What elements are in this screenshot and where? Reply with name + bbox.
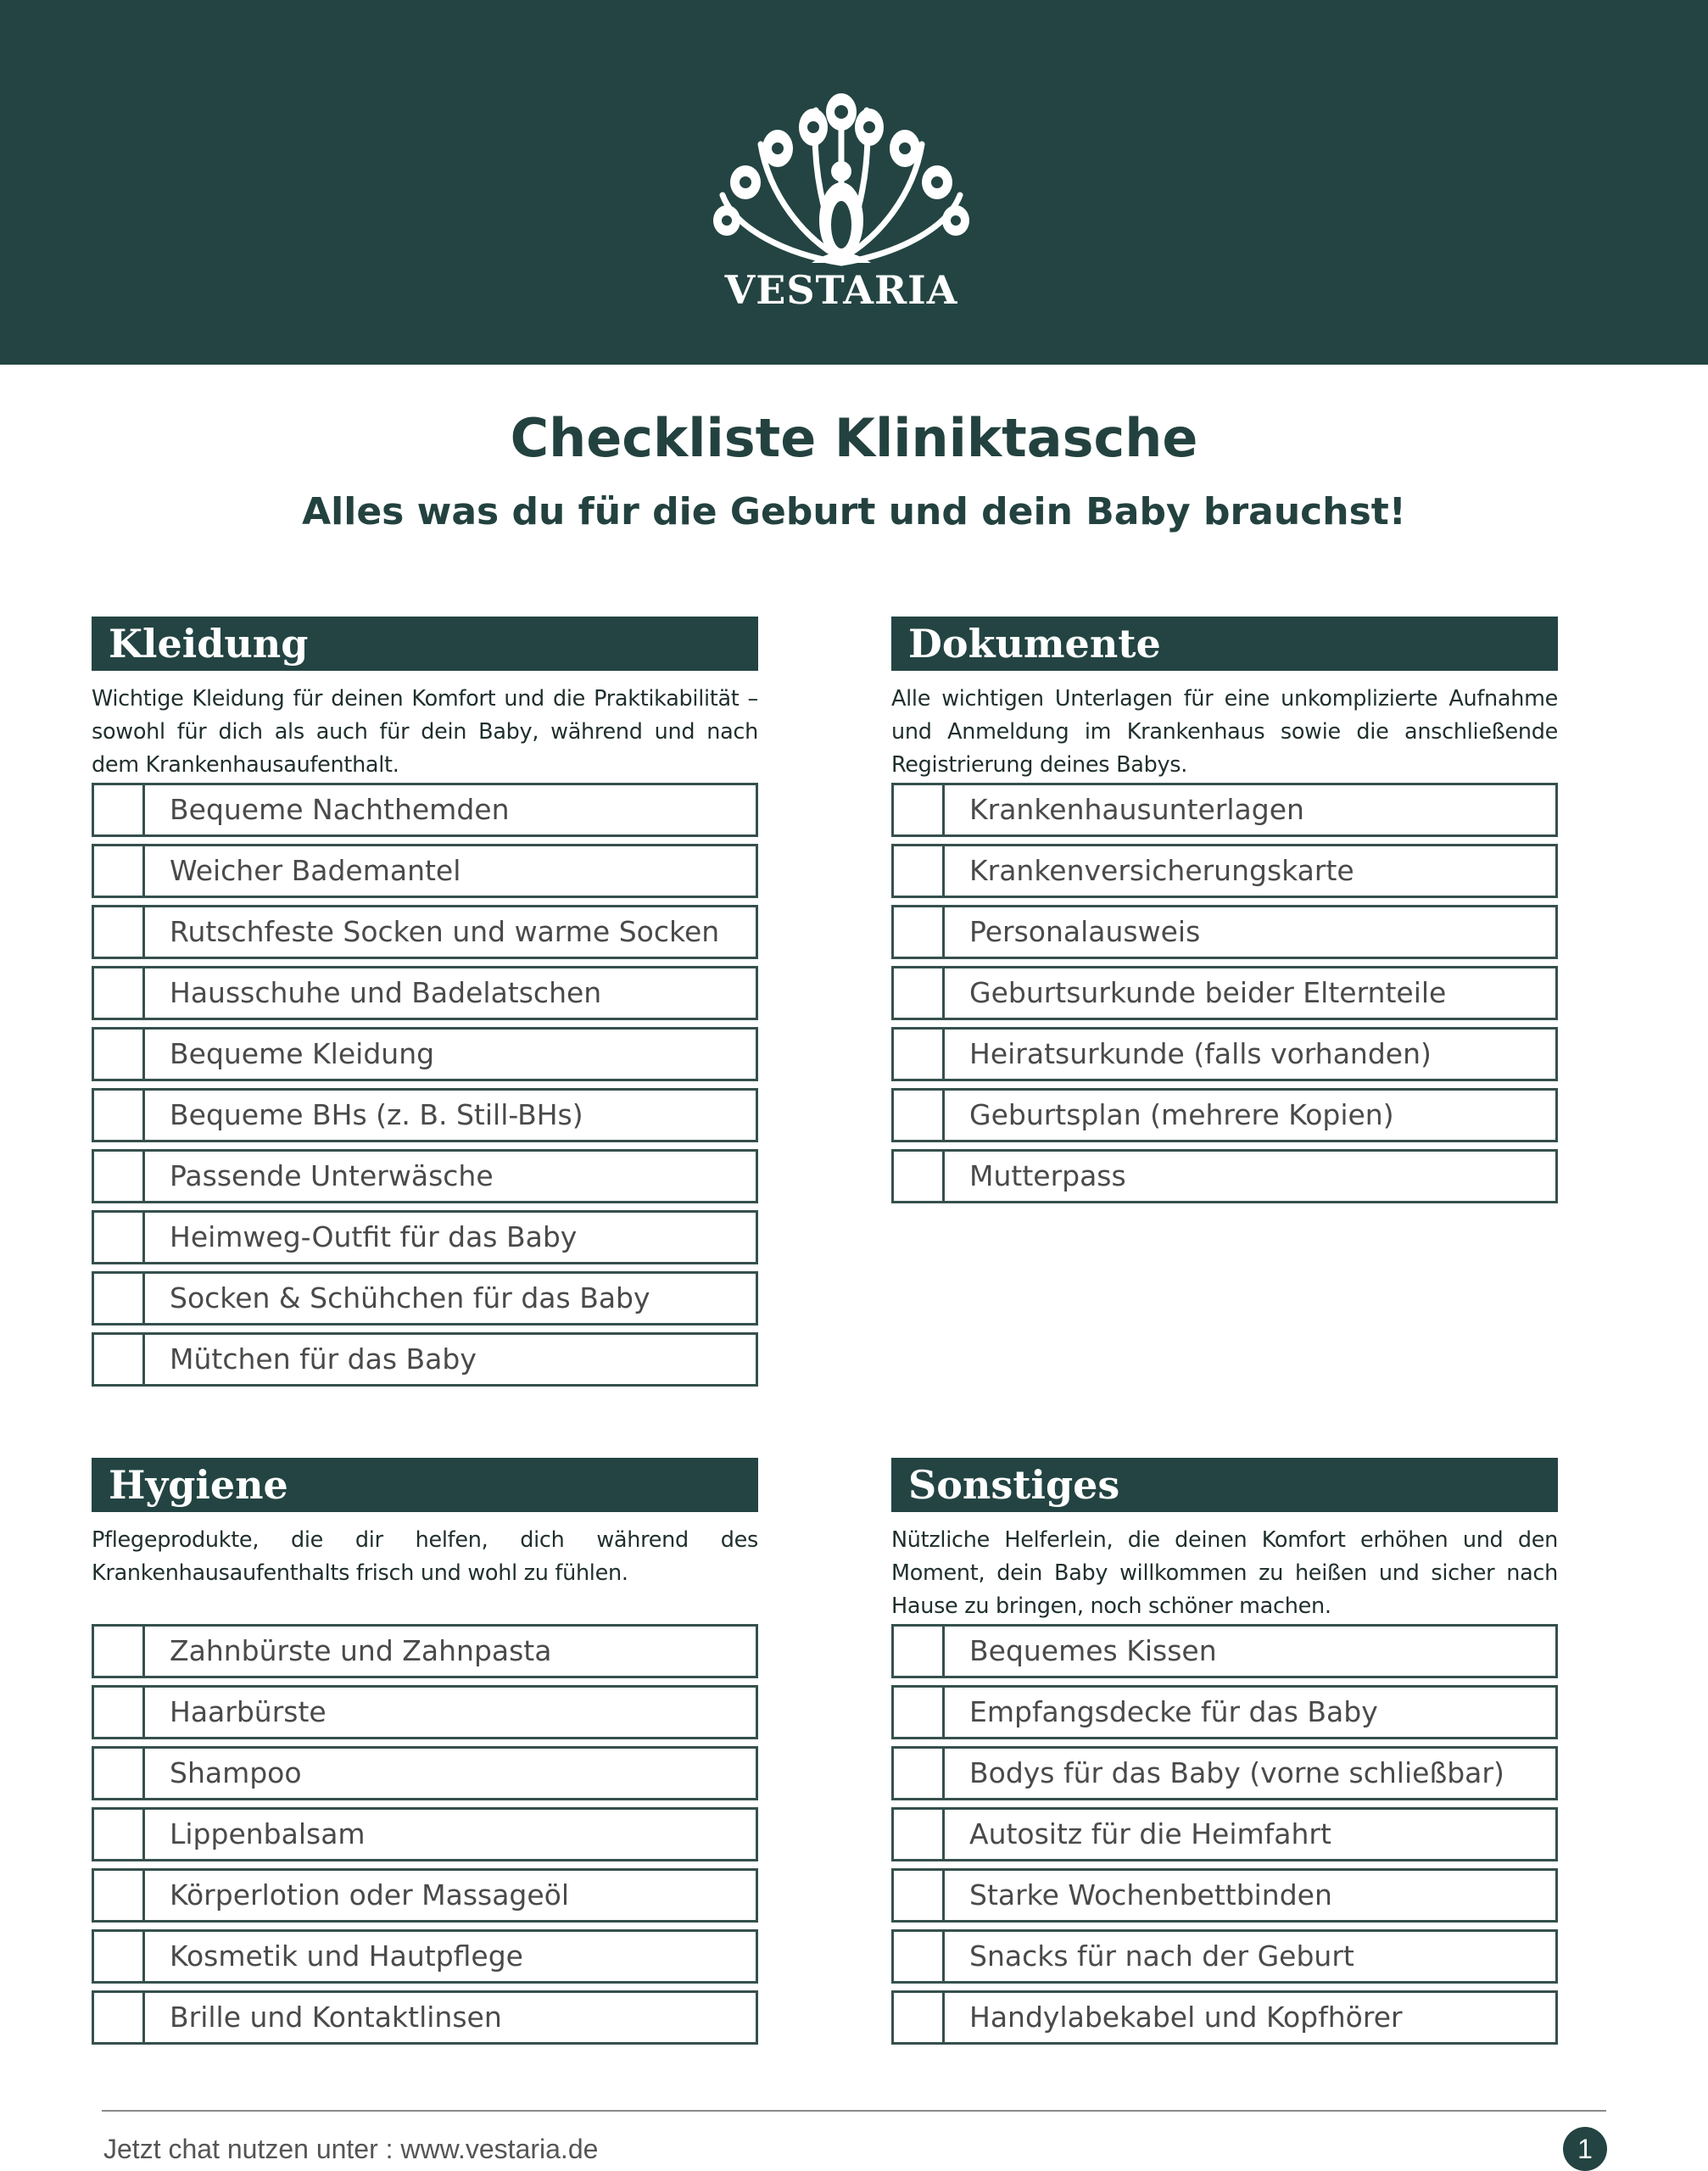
checklist-item <box>92 783 758 837</box>
item-label: Geburtsurkunde beider Elternteile <box>969 976 1447 1009</box>
checkbox[interactable] <box>894 1871 945 1920</box>
brand-logo <box>710 93 973 314</box>
checkbox[interactable] <box>894 1030 945 1079</box>
checklist <box>92 1624 758 2045</box>
checkbox[interactable] <box>94 785 145 834</box>
item-label: Bodys für das Baby (vorne schließbar) <box>969 1756 1504 1789</box>
checkbox[interactable] <box>94 1993 145 2042</box>
item-label: Autositz für die Heimfahrt <box>969 1817 1331 1850</box>
checklist-item <box>92 1746 758 1800</box>
section-hygiene <box>92 1458 758 2051</box>
item-label: Krankenversicherungskarte <box>969 854 1354 887</box>
checklist-item <box>891 905 1558 959</box>
checklist-item <box>891 1088 1558 1142</box>
checkbox[interactable] <box>894 1932 945 1981</box>
checklist-item <box>891 1990 1558 2045</box>
checkbox[interactable] <box>894 1749 945 1798</box>
checkbox[interactable] <box>94 907 145 957</box>
checklist-item <box>92 966 758 1020</box>
checklist-item <box>891 1746 1558 1800</box>
checkbox[interactable] <box>94 1335 145 1384</box>
item-label: Mütchen für das Baby <box>170 1342 477 1376</box>
checkbox[interactable] <box>894 785 945 834</box>
checklist-item <box>891 844 1558 898</box>
item-label: Rutschfeste Socken und warme Socken <box>170 915 720 948</box>
checkbox[interactable] <box>94 1810 145 1859</box>
item-label: Starke Wochenbettbinden <box>969 1878 1332 1911</box>
item-label: Brille und Kontaktlinsen <box>170 2001 502 2034</box>
peacock-icon <box>710 93 973 271</box>
checkbox[interactable] <box>94 1091 145 1140</box>
item-label: Hausschuhe und Badelatschen <box>170 976 602 1009</box>
checkbox[interactable] <box>94 1274 145 1323</box>
item-label: Socken & Schühchen für das Baby <box>170 1281 650 1314</box>
item-label: Bequemes Kissen <box>969 1634 1217 1667</box>
item-label: Körperlotion oder Massageöl <box>170 1878 570 1911</box>
section-description: Wichtige Kleidung für deinen Komfort und die Praktikabilität – sowohl für dich als auch für dein Baby, während und nach dem Krankenhausaufenthalt. <box>92 686 758 778</box>
checkbox[interactable] <box>894 1152 945 1201</box>
checklist-item <box>92 1210 758 1264</box>
checkbox[interactable] <box>894 1627 945 1676</box>
item-label: Zahnbürste und Zahnpasta <box>170 1634 552 1667</box>
checklist-item <box>891 1149 1558 1203</box>
item-label: Passende Unterwäsche <box>170 1159 494 1192</box>
checkbox[interactable] <box>894 1091 945 1140</box>
checklist-item <box>891 1929 1558 1984</box>
section-dokumente <box>891 617 1558 1210</box>
checkbox[interactable] <box>94 1688 145 1737</box>
checkbox[interactable] <box>894 907 945 957</box>
page-title: Checkliste Kliniktasche <box>510 407 1198 469</box>
checkbox[interactable] <box>894 1688 945 1737</box>
page-subtitle: Alles was du für die Geburt und dein Baby brauchst! <box>302 490 1406 533</box>
section-heading: Kleidung <box>92 617 758 671</box>
item-label: Bequeme Kleidung <box>170 1037 435 1070</box>
checklist <box>92 783 758 1387</box>
checkbox[interactable] <box>894 968 945 1018</box>
item-label: Bequeme Nachthemden <box>170 793 510 826</box>
checklist-item <box>891 1624 1558 1678</box>
item-label: Haarbürste <box>170 1695 327 1728</box>
checkbox[interactable] <box>94 846 145 896</box>
checkbox[interactable] <box>894 1810 945 1859</box>
checkbox[interactable] <box>94 1871 145 1920</box>
item-label: Weicher Bademantel <box>170 854 461 887</box>
checkbox[interactable] <box>94 1030 145 1079</box>
checkbox[interactable] <box>894 1993 945 2042</box>
item-label: Snacks für nach der Geburt <box>969 1939 1354 1973</box>
checklist-item <box>92 1332 758 1387</box>
item-label: Heiratsurkunde (falls vorhanden) <box>969 1037 1432 1070</box>
checklist-item <box>92 1685 758 1739</box>
section-description: Alle wichtigen Unterlagen für eine unkomplizierte Aufnahme und Anmeldung im Krankenhaus sowie die anschließende Registrierung deines Babys. <box>891 686 1558 778</box>
footer-link-text[interactable]: Jetzt chat nutzen unter : www.vestaria.de <box>103 2134 599 2164</box>
checklist-item <box>92 905 758 959</box>
checklist-item <box>92 844 758 898</box>
checklist-item <box>92 1027 758 1081</box>
checklist-item <box>891 1027 1558 1081</box>
item-label: Mutterpass <box>969 1159 1126 1192</box>
section-sonstiges <box>891 1458 1558 2051</box>
checkbox[interactable] <box>894 846 945 896</box>
section-heading: Dokumente <box>891 617 1558 671</box>
checklist-item <box>891 1807 1558 1861</box>
checkbox[interactable] <box>94 1749 145 1798</box>
checklist-item <box>92 1088 758 1142</box>
page-number-badge: 1 <box>1563 2127 1607 2171</box>
item-label: Bequeme BHs (z. B. Still-BHs) <box>170 1098 583 1131</box>
checklist-item <box>891 1685 1558 1739</box>
item-label: Shampoo <box>170 1756 302 1789</box>
footer-divider <box>102 2110 1606 2112</box>
checklist <box>891 783 1558 1203</box>
checklist-item <box>92 1149 758 1203</box>
checklist-item <box>891 783 1558 837</box>
checklist-item <box>92 1929 758 1984</box>
header-banner <box>0 0 1708 365</box>
checklist-item <box>92 1868 758 1923</box>
item-label: Heimweg-Outfit für das Baby <box>170 1220 578 1253</box>
item-label: Krankenhausunterlagen <box>969 793 1304 826</box>
item-label: Personalausweis <box>969 915 1201 948</box>
section-heading: Hygiene <box>92 1458 758 1512</box>
brand-name: VESTARIA <box>724 267 958 313</box>
section-kleidung <box>92 617 758 1393</box>
checklist-item <box>92 1271 758 1325</box>
checkbox[interactable] <box>94 1213 145 1262</box>
section-description: Nützliche Helferlein, die deinen Komfort erhöhen und den Moment, dein Baby willkommen zu heißen und sicher nach Hause zu bringen, noch schöner machen. <box>891 1527 1558 1619</box>
checklist-item <box>891 966 1558 1020</box>
checkbox[interactable] <box>94 1627 145 1676</box>
item-label: Handylabekabel und Kopfhörer <box>969 2001 1403 2034</box>
item-label: Geburtsplan (mehrere Kopien) <box>969 1098 1394 1131</box>
checklist <box>891 1624 1558 2045</box>
item-label: Empfangsdecke für das Baby <box>969 1695 1378 1728</box>
item-label: Lippenbalsam <box>170 1817 366 1850</box>
checklist-item <box>92 1807 758 1861</box>
checkbox[interactable] <box>94 1932 145 1981</box>
checklist-item <box>92 1990 758 2045</box>
section-description: Pflegeprodukte, die dir helfen, dich während des Krankenhausaufenthalts frisch und wohl zu fühlen. <box>92 1527 758 1586</box>
checklist-item <box>891 1868 1558 1923</box>
section-heading: Sonstiges <box>891 1458 1558 1512</box>
checkbox[interactable] <box>94 968 145 1018</box>
item-label: Kosmetik und Hautpflege <box>170 1939 523 1973</box>
checkbox[interactable] <box>94 1152 145 1201</box>
checklist-item <box>92 1624 758 1678</box>
